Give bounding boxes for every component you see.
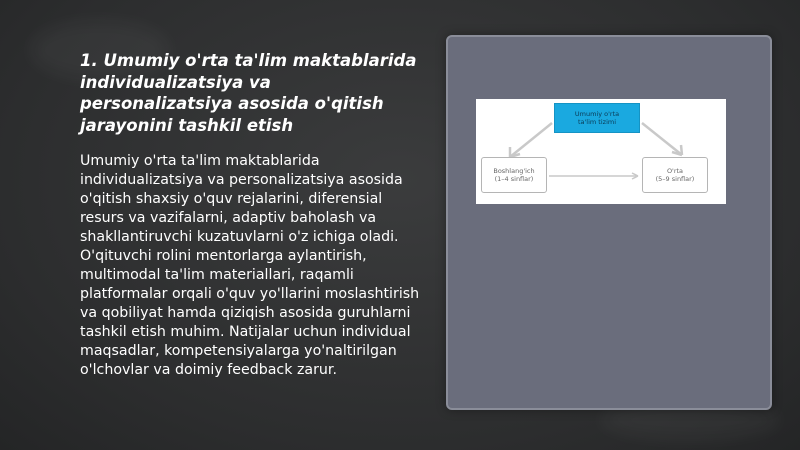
diagram-node-left-line1: Boshlang'ich [493, 167, 535, 175]
slide-body-text: Umumiy o'rta ta'lim maktablarida individualizatsiya va personalizatsiya asosida o'qitish shaxsiy o'quv rejalarini, diferensial resurs va vazifalarni, adaptiv baholash va shakllantiruvchi kuzatuvlarni o'z ichiga oladi. O'qituvchi rolini mentorlarga aylantirish, multimodal ta'lim materiallari, raqamli platformalar orqali o'quv yo'llarini moslashtirish va qobiliyat hamda qiziqish asosida guruhlarni tashkil etish muhim. Natijalar uchun individual maqsadlar, kompetensiyalarga yo'naltirilgan o'lchovlar va doimiy feedback zarur. [80, 153, 420, 378]
diagram-node-top-line2: ta'lim tizimi [577, 118, 617, 126]
diagram-node-right [642, 157, 708, 193]
diagram-panel [446, 35, 772, 410]
slide-heading: 1. Umumiy o'rta ta'lim maktablarida individualizatsiya va personalizatsiya asosida o'qitish jarayonini tashkil etish [80, 51, 417, 135]
arrow-top-to-right [642, 123, 682, 155]
arrow-top-to-left [510, 123, 552, 157]
diagram-node-top [554, 103, 640, 133]
diagram-node-right-line2: (5–9 sinflar) [655, 175, 695, 183]
diagram-node-left [481, 157, 547, 193]
diagram-node-left-line2: (1–4 sinflar) [494, 175, 534, 183]
diagram-node-right-line1: O'rta [666, 167, 684, 175]
diagram-node-top-line1: Umumiy o'rta [574, 110, 620, 118]
diagram-image [476, 99, 726, 204]
